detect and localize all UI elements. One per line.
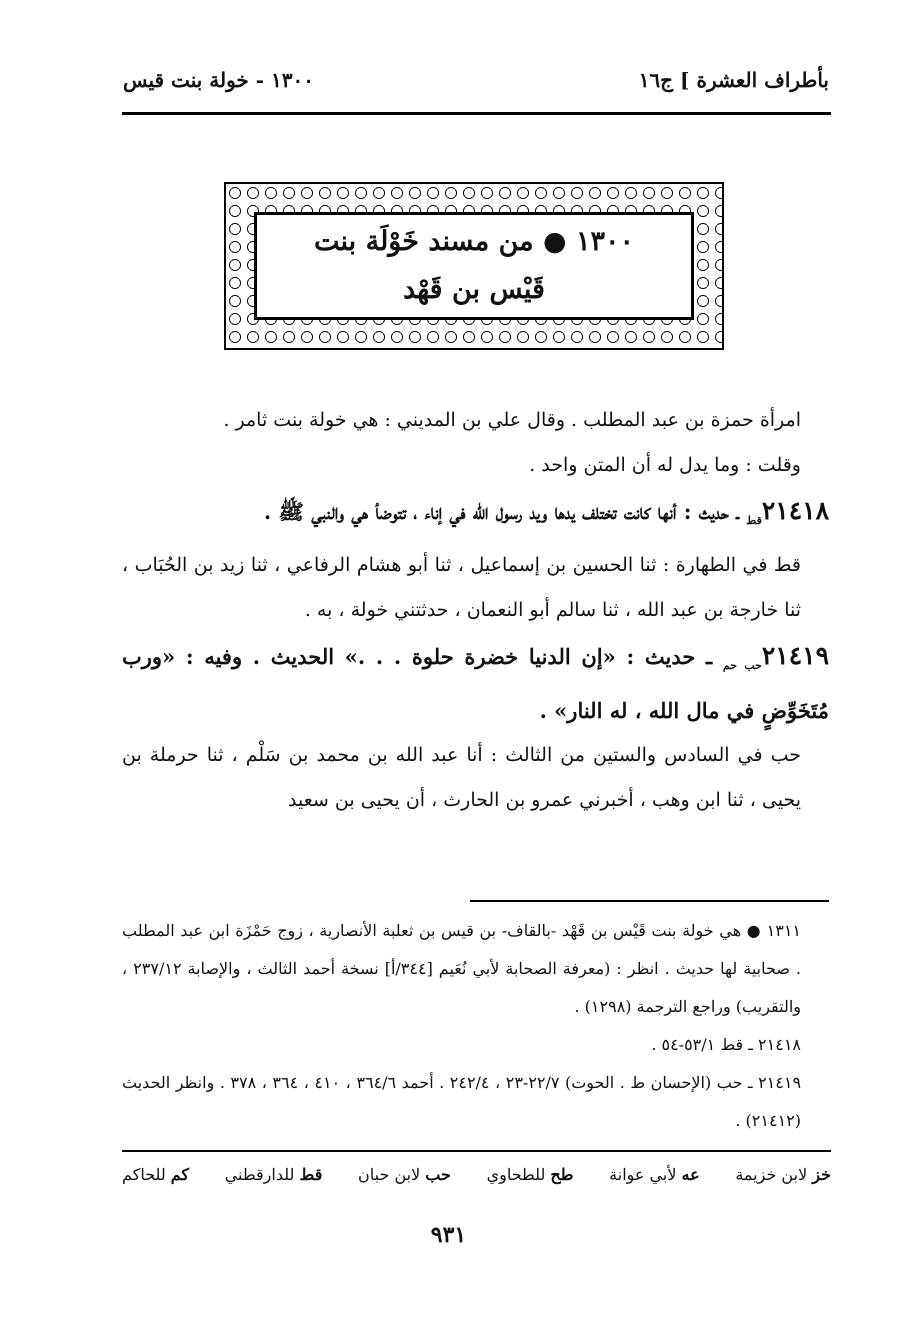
abbrev-item: طح للطحاوي xyxy=(486,1165,574,1184)
running-head-book: بأطراف العشرة ] ج١٦ xyxy=(638,68,829,92)
title-line-1: ١٣٠٠ ● من مسند خَوْلَة بنت xyxy=(314,226,634,257)
hadith-21418 xyxy=(122,488,829,543)
body-line-2: وقلت : وما يدل له أن المتن واحد . xyxy=(529,454,801,476)
ornamental-title-frame xyxy=(224,182,724,350)
abbreviations-rule xyxy=(122,1150,831,1152)
hadith-text: ـ حديث : أنها كانت تختلف يدها ويد رسول الله في إناء ، تتوضأ هي والنبي ﷺ . xyxy=(263,499,739,524)
abbrev-item: حب لابن حبان xyxy=(358,1165,451,1184)
abbreviations-legend xyxy=(122,1165,831,1201)
page-header xyxy=(123,60,829,100)
abbrev-item: عه لأبي عوانة xyxy=(609,1165,700,1184)
isnad-21419: حب في السادس والستين من الثالث : أنا عبد الله بن محمد بن سَلْم ، ثنا حرملة بن يحيى ، ثنا ابن وهب ، أخبرني عمرو بن الحارث ، أن يحيى بن سعيد xyxy=(122,744,801,812)
footnote-21419: ٢١٤١٩ ـ حب (الإحسان ط . الحوت) ٢٢/٧-٢٣ ، ٢٤٢/٤ . أحمد ٣٦٤/٦ ، ٤١٠ ، ٣٦٤ ، ٣٧٨ . وانظر الحديث (٢١٤١٢) . xyxy=(122,1073,802,1130)
hadith-number: ٢١٤١٩ xyxy=(761,641,829,671)
title-line-2: قَيْس بن قَهْد xyxy=(403,274,545,305)
body-line-1: امرأة حمزة بن عبد المطلب . وقال علي بن المديني : هي خولة بنت ثامر . xyxy=(223,409,801,431)
footnotes xyxy=(122,912,829,1140)
hadith-number: ٢١٤١٨ xyxy=(761,496,829,525)
abbrev-item: قط للدارقطني xyxy=(224,1165,323,1184)
isnad-21418: قط في الطهارة : ثنا الحسين بن إسماعيل ، ثنا أبو هشام الرفاعي ، ثنا زيد بن الحُبَاب ، ثنا خارجة بن عبد الله ، ثنا سالم أبو النعمان ، حدثتني خولة ، به . xyxy=(122,554,801,622)
title-box xyxy=(254,212,694,320)
hadith-21419 xyxy=(122,633,829,733)
running-head-chapter: ١٣٠٠ - خولة بنت قيس xyxy=(123,68,314,92)
abbrev-item: كم للحاكم xyxy=(122,1165,190,1184)
hadith-text: ـ حديث : «إن الدنيا خضرة حلوة . . .» الحديث . وفيه : «ورب مُتَخَوِّضٍ في مال الله ، له النار» . xyxy=(122,644,829,724)
footnote-rule xyxy=(470,900,829,902)
page-number: ٩٣١ xyxy=(430,1222,467,1248)
header-rule xyxy=(122,112,831,115)
main-text xyxy=(122,398,829,823)
hadith-sigla: قط xyxy=(746,514,762,528)
footnote-21418: ٢١٤١٨ ـ قط ٥٣/١-٥٤ . xyxy=(651,1035,801,1054)
footnote-1311: ١٣١١ ● هي خولة بنت قَيْس بن قَهْد -بالقاف- بن قيس بن ثعلبة الأنصارية ، زوج حَمْزَة ابن عبد المطلب . صحابية لها حديث . انظر : (معرفة الصحابة لأبي نُعَيم [٣٤٤/أ] نسخة أحمد الثالث ، والإصابة ٢٣٧/١٢ ، والتقريب) وراجع الترجمة (١٢٩٨) . xyxy=(122,921,802,1016)
hadith-sigla: حب حم xyxy=(722,659,762,673)
abbrev-item: خز لابن خزيمة xyxy=(735,1165,831,1184)
